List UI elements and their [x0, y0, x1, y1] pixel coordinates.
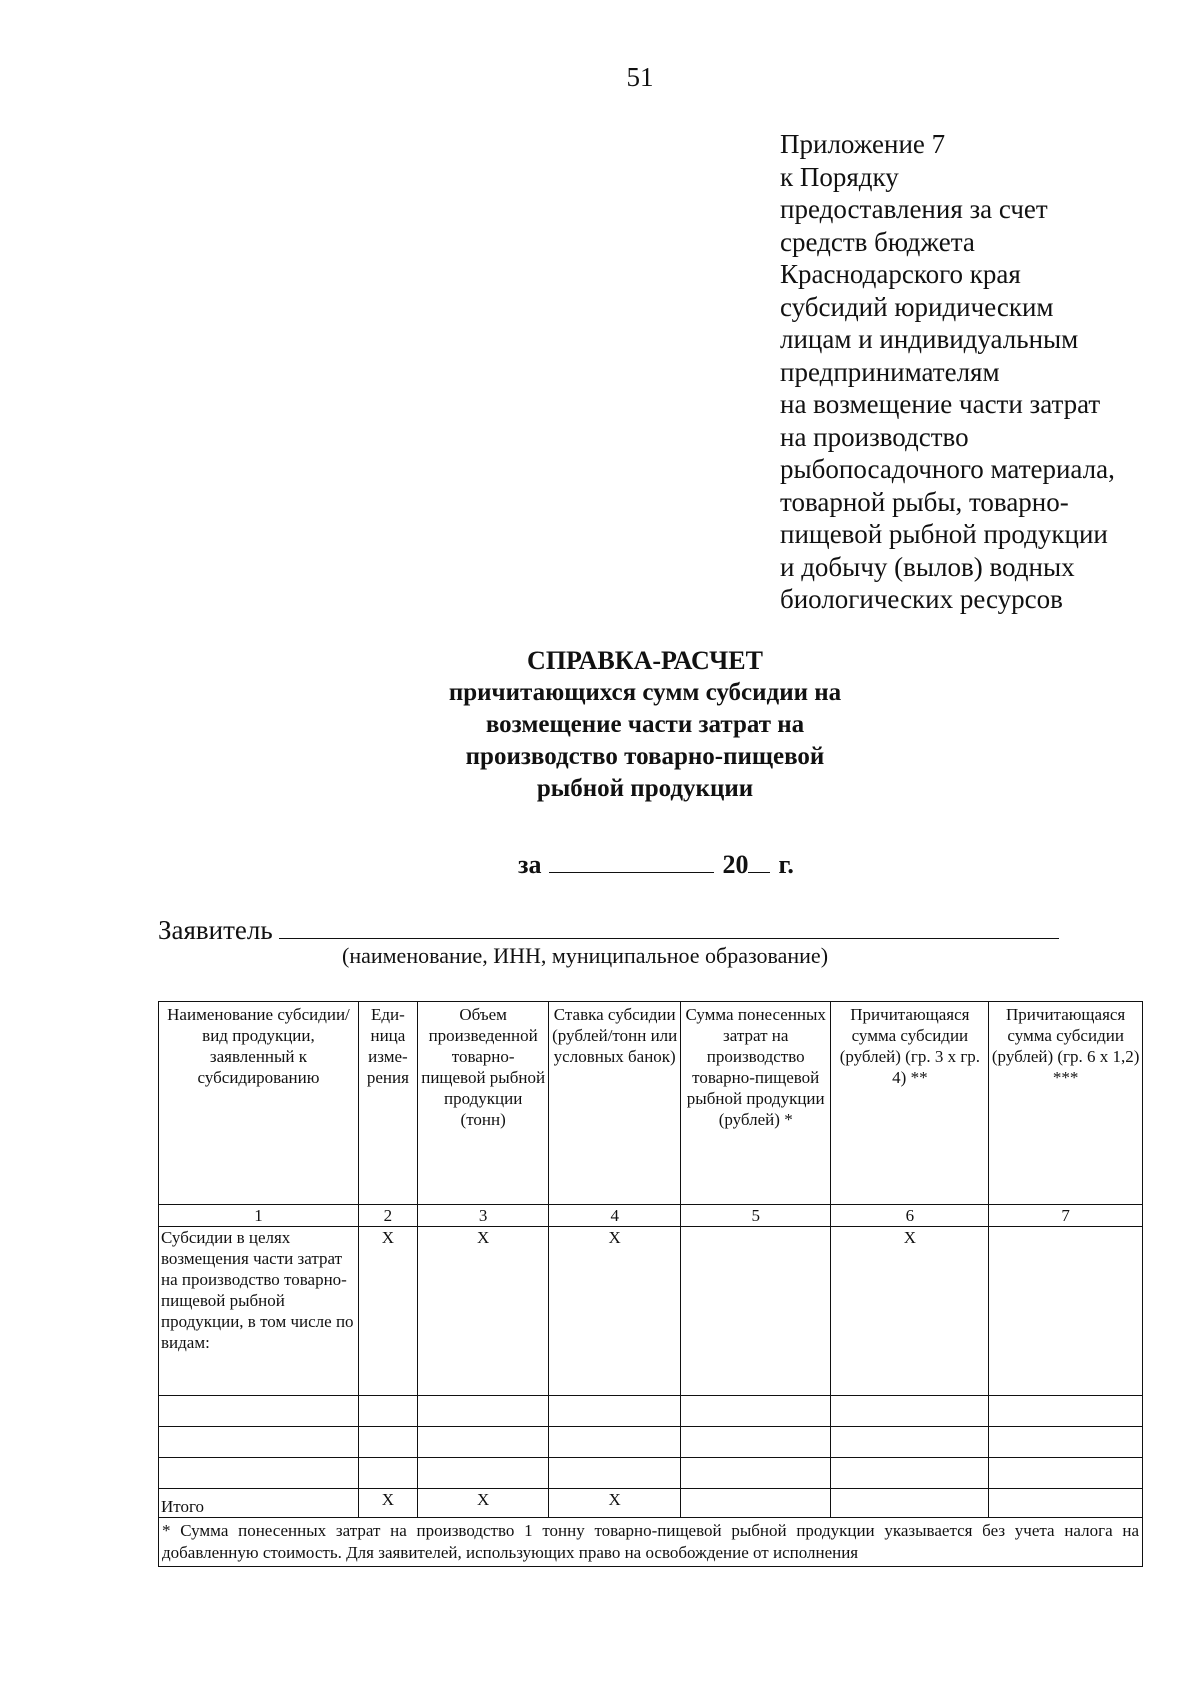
column-number: 7: [989, 1205, 1143, 1227]
header-cell: Ставка субсидии (рублей/тонн или условных банок): [549, 1002, 681, 1205]
document-title: [400, 645, 890, 805]
title-subline: рыбной продукции: [536, 775, 754, 802]
subsidy-label: Субсидии в целях возмещения части затрат на производство товарно-пищевой рыбной продукции, в том числе по видам:: [159, 1227, 359, 1396]
appendix-block: [780, 128, 1160, 616]
total-cell: [680, 1489, 830, 1518]
table-row: [159, 1427, 1143, 1458]
column-number: 3: [417, 1205, 549, 1227]
page-number: 51: [626, 62, 654, 92]
empty-cell: [159, 1396, 359, 1427]
empty-cell: [831, 1458, 989, 1489]
subsidy-cell: Х: [417, 1227, 549, 1396]
subsidy-cell: Х: [549, 1227, 681, 1396]
column-number-row: [159, 1205, 1143, 1227]
title-main: СПРАВКА-РАСЧЕТ: [527, 646, 763, 675]
appendix-line: Краснодарского края: [780, 259, 1021, 289]
header-cell: Причитающаяся сумма субсидии (рублей) (гр. 6 х 1,2) ***: [989, 1002, 1143, 1205]
total-cell: [989, 1489, 1143, 1518]
year-blank[interactable]: [748, 848, 770, 873]
applicant-line: [158, 914, 1059, 946]
calculation-table: [158, 1001, 1143, 1567]
applicant-blank[interactable]: [279, 914, 1059, 939]
total-cell: [831, 1489, 989, 1518]
appendix-line: биологических ресурсов: [780, 584, 1063, 614]
subsidy-cell: [680, 1227, 830, 1396]
total-cell: Х: [549, 1489, 681, 1518]
appendix-line: предоставления за счет: [780, 194, 1048, 224]
column-number: 4: [549, 1205, 681, 1227]
total-cell: Х: [358, 1489, 417, 1518]
empty-cell: [358, 1427, 417, 1458]
empty-cell: [680, 1396, 830, 1427]
appendix-line: к Порядку: [780, 161, 899, 192]
applicant-label: Заявитель: [158, 915, 273, 945]
empty-cell: [680, 1427, 830, 1458]
column-number: 2: [358, 1205, 417, 1227]
empty-cell: [549, 1427, 681, 1458]
appendix-line: и добычу (вылов) водных: [780, 551, 1075, 582]
total-cell: Х: [417, 1489, 549, 1518]
column-number: 5: [680, 1205, 830, 1227]
title-subline: возмещение части затрат на: [485, 711, 805, 738]
empty-cell: [989, 1427, 1143, 1458]
column-number: 1: [159, 1205, 359, 1227]
header-cell: Наименование субсидии/ вид продукции, заявленный к субсидированию: [159, 1002, 359, 1205]
appendix-line: на возмещение части затрат: [780, 389, 1101, 419]
appendix-line: рыбопосадочного материала,: [780, 454, 1115, 484]
empty-cell: [159, 1427, 359, 1458]
appendix-line: товарной рыбы, товарно-: [780, 486, 1069, 517]
period-prefix: за: [518, 850, 542, 879]
empty-cell: [417, 1458, 549, 1489]
table-row: [159, 1396, 1143, 1427]
subsidy-cell: Х: [831, 1227, 989, 1396]
period-blank[interactable]: [549, 848, 714, 873]
title-subline: производство товарно-пищевой: [465, 743, 825, 770]
total-row: [159, 1489, 1143, 1518]
column-number: 6: [831, 1205, 989, 1227]
footnote: * Сумма понесенных затрат на производство 1 тонну товарно-пищевой рыбной продукции указывается без учета налога на добавленную стоимость. Для заявителей, использующих право на освобождение от исполнения: [159, 1518, 1143, 1567]
empty-cell: [417, 1396, 549, 1427]
title-subline: причитающихся сумм субсидии на: [448, 679, 842, 706]
empty-cell: [159, 1458, 359, 1489]
header-cell: Еди-ница изме-рения: [358, 1002, 417, 1205]
empty-cell: [417, 1427, 549, 1458]
empty-cell: [831, 1427, 989, 1458]
subsidy-cell: Х: [358, 1227, 417, 1396]
empty-cell: [831, 1396, 989, 1427]
header-cell: Объем произведенной товарно-пищевой рыбной продукции (тонн): [417, 1002, 549, 1205]
total-label: Итого: [159, 1489, 359, 1518]
appendix-line: Приложение 7: [780, 129, 946, 159]
empty-cell: [358, 1458, 417, 1489]
period-year-prefix: 20: [722, 850, 749, 879]
subsidy-cell: [989, 1227, 1143, 1396]
header-cell: Причитающаяся сумма субсидии (рублей) (гр. 3 х гр. 4) **: [831, 1002, 989, 1205]
appendix-line: на производство: [780, 421, 969, 452]
appendix-line: пищевой рыбной продукции: [780, 519, 1108, 549]
footnote-row: [159, 1518, 1143, 1567]
table-header-row: [159, 1002, 1143, 1205]
appendix-line: средств бюджета: [780, 226, 975, 257]
empty-cell: [989, 1396, 1143, 1427]
table-row: [159, 1458, 1143, 1489]
empty-cell: [358, 1396, 417, 1427]
appendix-line: субсидий юридическим: [780, 291, 1054, 322]
empty-cell: [680, 1458, 830, 1489]
appendix-line: лицам и индивидуальным: [780, 324, 1079, 354]
header-cell: Сумма понесенных затрат на производство товарно-пищевой рыбной продукции (рублей) *: [680, 1002, 830, 1205]
appendix-line: предпринимателям: [780, 356, 1000, 387]
empty-cell: [989, 1458, 1143, 1489]
applicant-hint: (наименование, ИНН, муниципальное образование): [342, 943, 829, 968]
period-line: [518, 848, 794, 880]
subsidy-row: [159, 1227, 1143, 1396]
empty-cell: [549, 1458, 681, 1489]
empty-cell: [549, 1396, 681, 1427]
period-suffix: г.: [778, 850, 794, 879]
